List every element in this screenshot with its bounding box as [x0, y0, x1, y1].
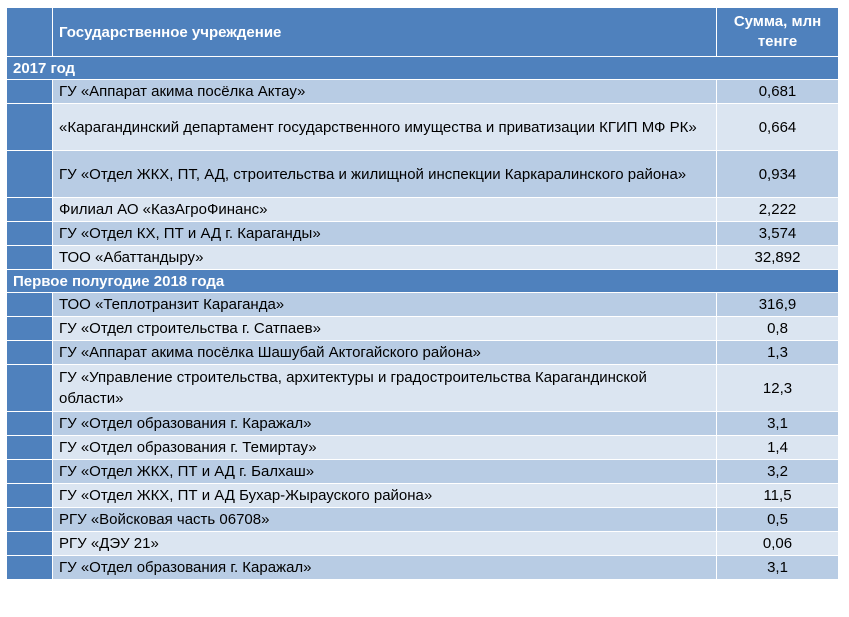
row-index-cell	[7, 317, 53, 341]
sum-value: 0,06	[717, 532, 839, 556]
sum-value: 1,4	[717, 436, 839, 460]
sum-value: 0,934	[717, 151, 839, 198]
header-sum	[717, 8, 839, 57]
sum-value: 0,8	[717, 317, 839, 341]
institution-name: ГУ «Отдел строительства г. Сатпаев»	[53, 317, 717, 341]
row-index-cell	[7, 484, 53, 508]
institution-name: ГУ «Отдел КХ, ПТ и АД г. Караганды»	[53, 222, 717, 246]
section-row-2018	[7, 270, 839, 293]
row-index-cell	[7, 80, 53, 104]
sum-value: 3,2	[717, 460, 839, 484]
table-row	[7, 222, 839, 246]
row-index-cell	[7, 151, 53, 198]
institution-name: ГУ «Отдел образования г. Каражал»	[53, 556, 717, 580]
institution-name: ГУ «Отдел образования г. Темиртау»	[53, 436, 717, 460]
table-row	[7, 365, 839, 412]
sum-value: 3,1	[717, 412, 839, 436]
institution-name: РГУ «Войсковая часть 06708»	[53, 508, 717, 532]
table-row	[7, 198, 839, 222]
table-row	[7, 436, 839, 460]
institutions-table	[6, 7, 839, 580]
table-row	[7, 293, 839, 317]
sum-value: 1,3	[717, 341, 839, 365]
header-sum-line1: Сумма, млн	[733, 13, 822, 30]
table-row	[7, 508, 839, 532]
institution-name: ГУ «Аппарат акима посёлка Актау»	[53, 80, 717, 104]
table-header-row	[7, 8, 839, 57]
sum-value: 32,892	[717, 246, 839, 270]
table-row	[7, 317, 839, 341]
institution-name: ТОО «Абаттандыру»	[53, 246, 717, 270]
sum-value: 0,681	[717, 80, 839, 104]
institution-name: ГУ «Аппарат акима посёлка Шашубай Актогайского района»	[53, 341, 717, 365]
row-index-cell	[7, 532, 53, 556]
table-row	[7, 484, 839, 508]
header-sum-line2: тенге	[757, 33, 798, 50]
row-index-cell	[7, 412, 53, 436]
table-row	[7, 151, 839, 198]
row-index-cell	[7, 104, 53, 151]
sum-value: 0,664	[717, 104, 839, 151]
row-index-cell	[7, 460, 53, 484]
row-index-cell	[7, 508, 53, 532]
row-index-cell	[7, 556, 53, 580]
sum-value: 2,222	[717, 198, 839, 222]
table-row	[7, 556, 839, 580]
institution-name: ГУ «Отдел ЖКХ, ПТ и АД Бухар-Жырауского района»	[53, 484, 717, 508]
row-index-cell	[7, 198, 53, 222]
institution-name: ГУ «Управление строительства, архитектуры и градостроительства Карагандинской области»	[53, 365, 717, 412]
row-index-cell	[7, 365, 53, 412]
row-index-cell	[7, 436, 53, 460]
sum-value: 316,9	[717, 293, 839, 317]
header-index-cell	[7, 8, 53, 57]
institution-name: РГУ «ДЭУ 21»	[53, 532, 717, 556]
institution-name: ГУ «Отдел ЖКХ, ПТ, АД, строительства и жилищной инспекции Каркаралинского района»	[53, 151, 717, 198]
institution-name: ГУ «Отдел ЖКХ, ПТ и АД г. Балхаш»	[53, 460, 717, 484]
row-index-cell	[7, 222, 53, 246]
header-institution: Государственное учреждение	[53, 8, 717, 57]
table-row	[7, 341, 839, 365]
table-row	[7, 104, 839, 151]
section-title: Первое полугодие 2018 года	[7, 270, 839, 293]
institution-name: ТОО «Теплотранзит Караганда»	[53, 293, 717, 317]
section-row-2017	[7, 57, 839, 80]
sum-value: 3,574	[717, 222, 839, 246]
table-row	[7, 532, 839, 556]
section-title: 2017 год	[7, 57, 839, 80]
row-index-cell	[7, 246, 53, 270]
table-row	[7, 460, 839, 484]
sum-value: 3,1	[717, 556, 839, 580]
institution-name: «Карагандинский департамент государственного имущества и приватизации КГИП МФ РК»	[53, 104, 717, 151]
institution-name: Филиал АО «КазАгроФинанс»	[53, 198, 717, 222]
sum-value: 12,3	[717, 365, 839, 412]
table-row	[7, 412, 839, 436]
table-row	[7, 80, 839, 104]
row-index-cell	[7, 341, 53, 365]
table-row	[7, 246, 839, 270]
row-index-cell	[7, 293, 53, 317]
sum-value: 11,5	[717, 484, 839, 508]
institution-name: ГУ «Отдел образования г. Каражал»	[53, 412, 717, 436]
sum-value: 0,5	[717, 508, 839, 532]
